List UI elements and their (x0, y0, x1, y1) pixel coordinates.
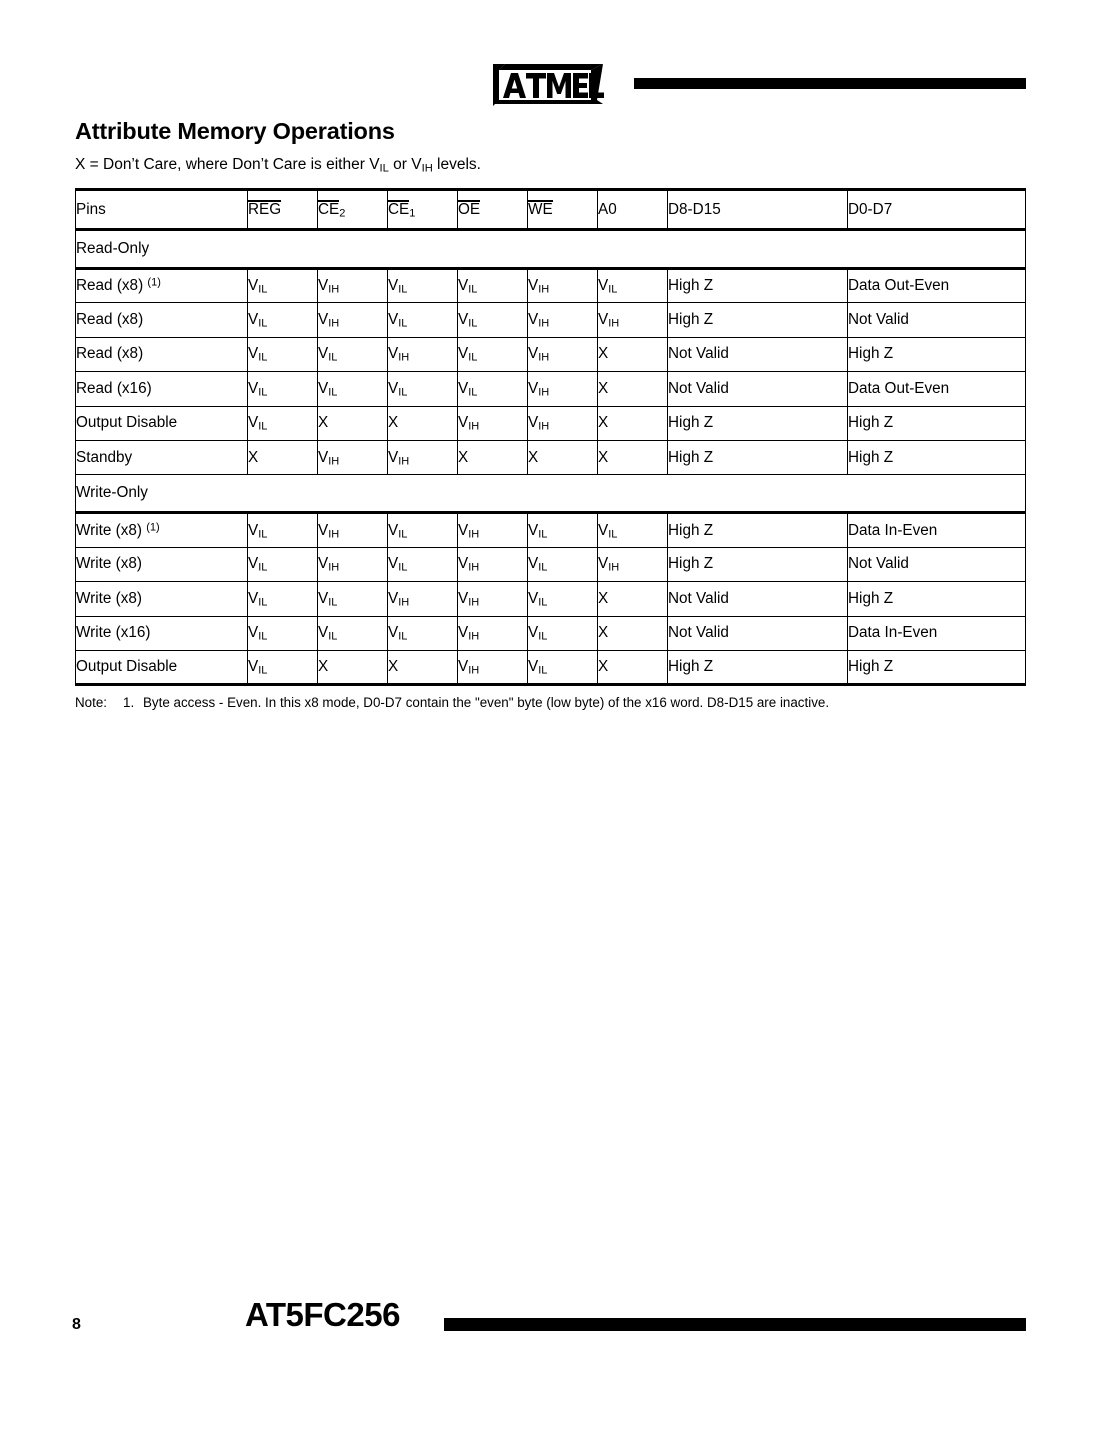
data-bus-d0-d7-value: Not Valid (848, 547, 1026, 581)
table-row (76, 337, 1026, 371)
header-rule (634, 78, 1026, 89)
signal-value-oe: $V_{IH}$ (458, 650, 528, 684)
signal-value-ce1: $V_{IL}$ (388, 616, 458, 650)
row-operation-label: Write (x16) (76, 616, 248, 650)
section-header-row (76, 475, 1026, 513)
subtitle-pre: X = Don’t Care, where Don’t Care is either V (75, 156, 380, 174)
section-header-row (76, 230, 1026, 269)
attribute-memory-operations-table (75, 188, 1026, 686)
footnote (75, 694, 1035, 711)
signal-value-oe: $V_{IH}$ (458, 513, 528, 547)
table-row (76, 650, 1026, 684)
signal-value-ce1: X (388, 406, 458, 440)
signal-value-reg: $V_{IL}$ (248, 513, 318, 547)
row-operation-label: Output Disable (76, 406, 248, 440)
signal-value-ce2: $V_{IL}$ (318, 616, 388, 650)
column-header-ce2: $CE_2$ (318, 190, 388, 230)
table-row (76, 582, 1026, 616)
table-row (76, 372, 1026, 406)
signal-value-ce2: $V_{IH}$ (318, 303, 388, 337)
column-header-oe: OE (458, 190, 528, 230)
row-operation-label: Read (x8) $^{(1)}$ (76, 269, 248, 303)
data-bus-d8-d15-value: High Z (668, 303, 848, 337)
signal-value-a0: X (598, 372, 668, 406)
data-bus-d0-d7-value: Data Out-Even (848, 269, 1026, 303)
page-number: 8 (72, 1316, 81, 1333)
signal-value-reg: $V_{IL}$ (248, 337, 318, 371)
data-bus-d8-d15-value: Not Valid (668, 337, 848, 371)
signal-value-we: $V_{IL}$ (528, 650, 598, 684)
section-title-read-only: Read-Only (76, 230, 1026, 269)
signal-value-ce1: $V_{IH}$ (388, 582, 458, 616)
subtitle-mid: or V (388, 156, 422, 174)
column-header-d8-d15: D8-D15 (668, 190, 848, 230)
signal-value-ce1: $V_{IL}$ (388, 269, 458, 303)
signal-value-we: $V_{IH}$ (528, 337, 598, 371)
signal-value-ce2: X (318, 406, 388, 440)
signal-value-ce2: $V_{IL}$ (318, 337, 388, 371)
data-bus-d0-d7-value: Data In-Even (848, 616, 1026, 650)
signal-value-reg: $V_{IL}$ (248, 582, 318, 616)
column-header-ce1: $CE_1$ (388, 190, 458, 230)
table-header-row (76, 190, 1026, 230)
signal-value-we: $V_{IL}$ (528, 513, 598, 547)
signal-value-we: $V_{IH}$ (528, 372, 598, 406)
signal-value-a0: $V_{IL}$ (598, 513, 668, 547)
signal-value-ce1: $V_{IL}$ (388, 303, 458, 337)
row-operation-label: Write (x8) $^{(1)}$ (76, 513, 248, 547)
signal-value-ce1: $V_{IH}$ (388, 440, 458, 474)
data-bus-d8-d15-value: Not Valid (668, 616, 848, 650)
signal-value-oe: $V_{IH}$ (458, 616, 528, 650)
signal-value-reg: $V_{IL}$ (248, 372, 318, 406)
signal-value-ce2: $V_{IH}$ (318, 513, 388, 547)
row-operation-label: Standby (76, 440, 248, 474)
signal-value-ce1: $V_{IL}$ (388, 372, 458, 406)
data-bus-d0-d7-value: High Z (848, 582, 1026, 616)
table-row (76, 513, 1026, 547)
signal-value-a0: $V_{IH}$ (598, 547, 668, 581)
signal-value-a0: X (598, 406, 668, 440)
data-bus-d8-d15-value: High Z (668, 513, 848, 547)
signal-value-a0: $V_{IL}$ (598, 269, 668, 303)
title-block (75, 118, 1035, 175)
signal-value-ce1: $V_{IL}$ (388, 513, 458, 547)
signal-value-we: $V_{IH}$ (528, 406, 598, 440)
signal-value-we: X (528, 440, 598, 474)
signal-value-oe: $V_{IH}$ (458, 547, 528, 581)
data-bus-d8-d15-value: Not Valid (668, 582, 848, 616)
signal-value-oe: $V_{IL}$ (458, 303, 528, 337)
row-operation-label: Read (x8) (76, 337, 248, 371)
data-bus-d0-d7-value: Data Out-Even (848, 372, 1026, 406)
data-bus-d8-d15-value: High Z (668, 406, 848, 440)
data-bus-d0-d7-value: Data In-Even (848, 513, 1026, 547)
data-bus-d0-d7-value: High Z (848, 650, 1026, 684)
data-bus-d8-d15-value: High Z (668, 547, 848, 581)
signal-value-oe: $V_{IH}$ (458, 582, 528, 616)
row-operation-label: Read (x8) (76, 303, 248, 337)
signal-value-a0: $V_{IH}$ (598, 303, 668, 337)
data-bus-d0-d7-value: High Z (848, 440, 1026, 474)
footnote-text: Byte access - Even. In this x8 mode, D0-D7 contain the "even" byte (low byte) of the x16 word. D8-D15 are inactive. (143, 695, 830, 710)
signal-value-oe: X (458, 440, 528, 474)
signal-value-ce2: $V_{IL}$ (318, 582, 388, 616)
signal-value-oe: $V_{IL}$ (458, 337, 528, 371)
signal-value-reg: $V_{IL}$ (248, 269, 318, 303)
signal-value-reg: $V_{IL}$ (248, 616, 318, 650)
signal-value-a0: X (598, 616, 668, 650)
table-row (76, 269, 1026, 303)
signal-value-ce2: $V_{IH}$ (318, 547, 388, 581)
signal-value-ce2: X (318, 650, 388, 684)
subtitle-sub-ih: IH (421, 162, 433, 175)
column-header-d0-d7: D0-D7 (848, 190, 1026, 230)
table-row (76, 406, 1026, 440)
signal-value-ce1: $V_{IL}$ (388, 547, 458, 581)
signal-value-reg: $V_{IL}$ (248, 547, 318, 581)
signal-value-ce1: $V_{IH}$ (388, 337, 458, 371)
table-body (76, 190, 1026, 685)
page-header (0, 30, 1105, 86)
subtitle-sub-il: IL (379, 162, 389, 175)
signal-value-reg: $V_{IL}$ (248, 303, 318, 337)
signal-value-we: $V_{IL}$ (528, 616, 598, 650)
data-bus-d8-d15-value: High Z (668, 440, 848, 474)
row-operation-label: Write (x8) (76, 582, 248, 616)
signal-value-we: $V_{IL}$ (528, 582, 598, 616)
signal-value-ce2: $V_{IL}$ (318, 372, 388, 406)
column-header-reg: REG (248, 190, 318, 230)
table-row (76, 547, 1026, 581)
signal-value-ce2: $V_{IH}$ (318, 440, 388, 474)
table-row (76, 303, 1026, 337)
row-operation-label: Read (x16) (76, 372, 248, 406)
signal-value-oe: $V_{IH}$ (458, 406, 528, 440)
data-bus-d8-d15-value: High Z (668, 269, 848, 303)
subtitle (75, 156, 1035, 175)
data-bus-d8-d15-value: Not Valid (668, 372, 848, 406)
column-header-pins: Pins (76, 190, 248, 230)
signal-value-we: $V_{IL}$ (528, 547, 598, 581)
data-bus-d0-d7-value: Not Valid (848, 303, 1026, 337)
page-title: Attribute Memory Operations (75, 118, 395, 144)
data-bus-d8-d15-value: High Z (668, 650, 848, 684)
signal-value-oe: $V_{IL}$ (458, 269, 528, 303)
row-operation-label: Output Disable (76, 650, 248, 684)
subtitle-post: levels. (432, 156, 481, 174)
footer-rule (444, 1318, 1026, 1331)
row-operation-label: Write (x8) (76, 547, 248, 581)
table-row (76, 616, 1026, 650)
footnote-label: Note: (75, 695, 108, 710)
footnote-number: 1. (123, 695, 135, 710)
signal-value-oe: $V_{IL}$ (458, 372, 528, 406)
signal-value-a0: X (598, 650, 668, 684)
section-title-write-only: Write-Only (76, 475, 1026, 513)
signal-value-a0: X (598, 582, 668, 616)
data-bus-d0-d7-value: High Z (848, 406, 1026, 440)
signal-value-ce1: X (388, 650, 458, 684)
signal-value-a0: X (598, 337, 668, 371)
signal-value-ce2: $V_{IH}$ (318, 269, 388, 303)
signal-value-a0: X (598, 440, 668, 474)
column-header-we: WE (528, 190, 598, 230)
atmel-logo (489, 60, 607, 106)
signal-value-reg: $V_{IL}$ (248, 650, 318, 684)
signal-value-we: $V_{IH}$ (528, 269, 598, 303)
table-row (76, 440, 1026, 474)
signal-value-reg: X (248, 440, 318, 474)
signal-value-we: $V_{IH}$ (528, 303, 598, 337)
data-bus-d0-d7-value: High Z (848, 337, 1026, 371)
column-header-a0: A0 (598, 190, 668, 230)
part-number: AT5FC256 (245, 1296, 400, 1333)
signal-value-reg: $V_{IL}$ (248, 406, 318, 440)
